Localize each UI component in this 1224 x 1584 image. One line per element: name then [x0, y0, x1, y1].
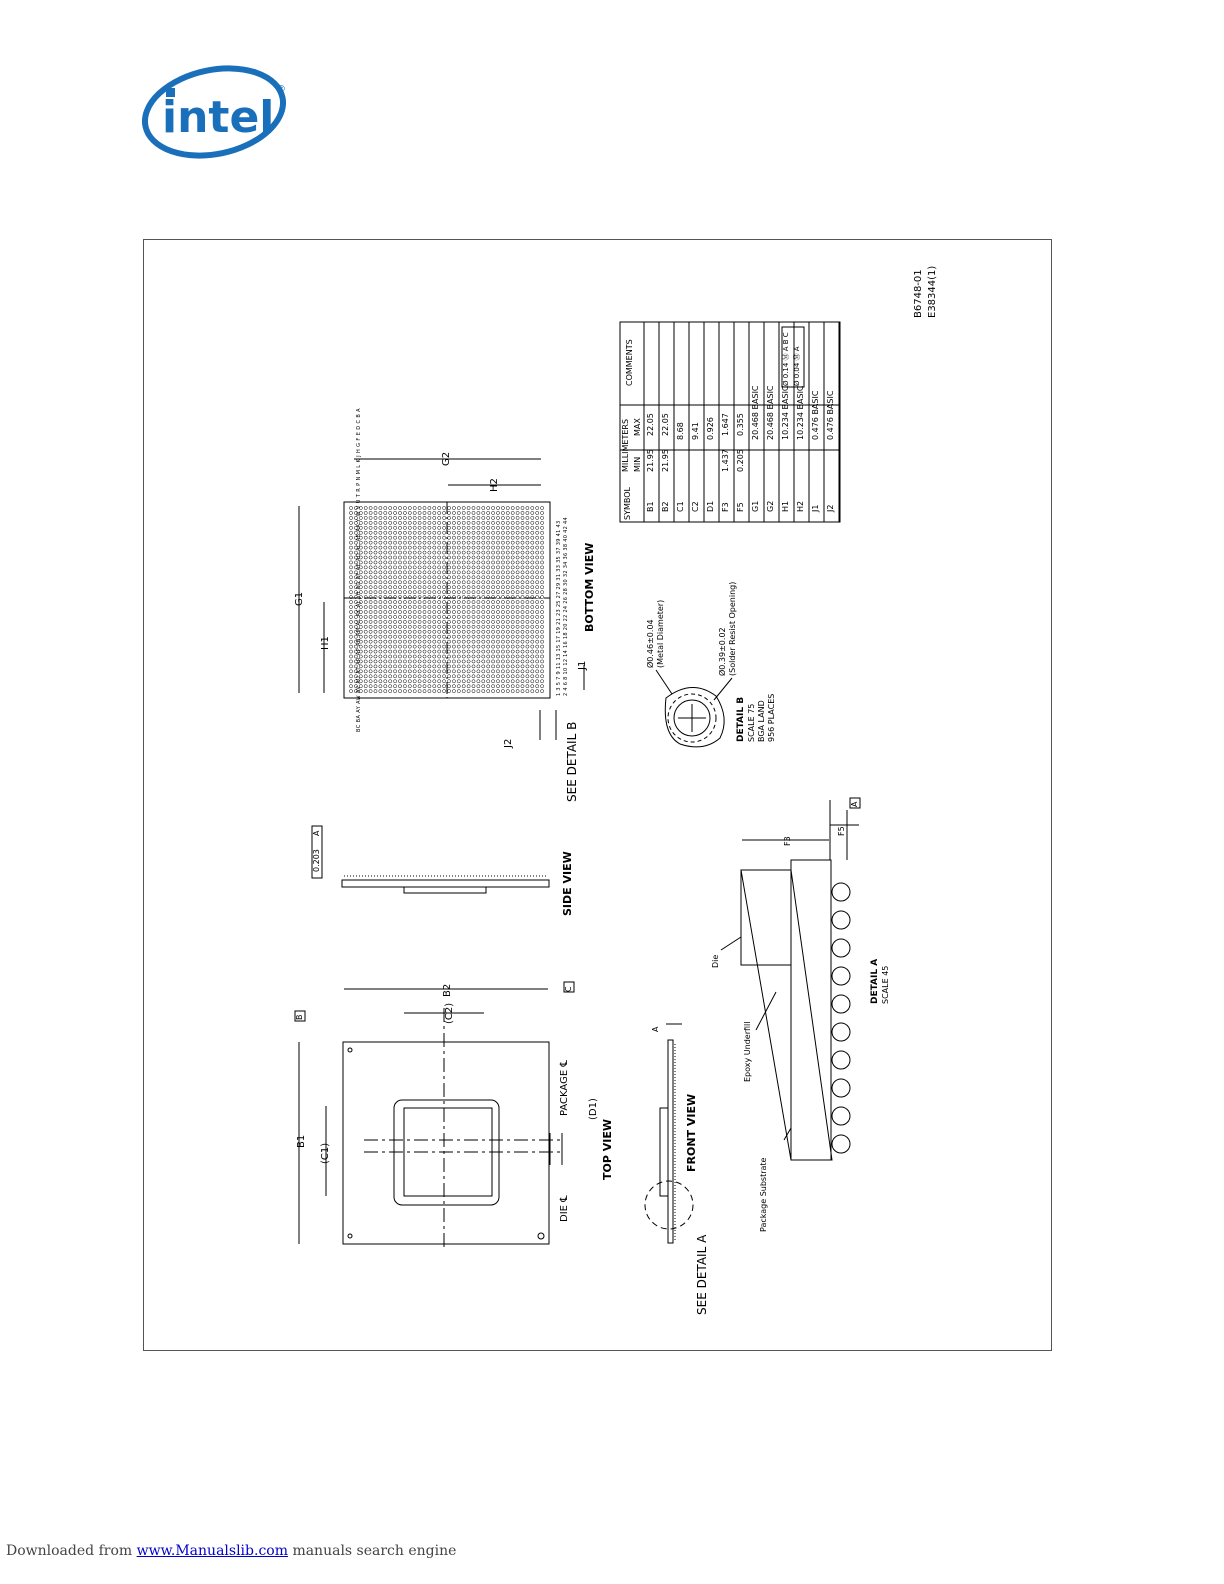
label-g2: G2: [441, 451, 452, 466]
table-symbol: G1: [751, 500, 760, 512]
table-max: 1.647: [721, 413, 730, 436]
label-g1: G1: [294, 591, 305, 606]
die-centerline: DIE ℄: [559, 1195, 570, 1222]
table-symbol: C1: [676, 501, 685, 512]
label-h2: H2: [489, 478, 500, 492]
detail-a-balls: [832, 883, 850, 1153]
th-symbol: SYMBOL: [623, 487, 632, 520]
flatness-value: 0.203: [312, 849, 321, 872]
label-f5: F5: [837, 826, 846, 836]
th-min: MIN: [633, 456, 642, 472]
detail-b-land: BGA LAND: [757, 700, 766, 742]
table-symbol: H1: [781, 500, 790, 512]
solder-ball: [832, 1107, 850, 1125]
footer-link[interactable]: www.Manualslib.com: [136, 1543, 288, 1559]
see-detail-a: SEE DETAIL A: [695, 1234, 709, 1315]
detail-a-datum: A: [850, 801, 859, 807]
footer: [6, 1543, 456, 1559]
table-symbol: B1: [646, 501, 655, 512]
detail-b-scale: SCALE 75: [747, 703, 756, 742]
table-nominal: 0.476 BASIC: [811, 390, 820, 440]
table-symbol: H2: [796, 500, 805, 512]
table-symbol: C2: [691, 501, 700, 512]
side-datum: A: [312, 830, 321, 836]
front-datum: A: [651, 1026, 660, 1032]
th-mm: MILLIMETERS: [621, 418, 630, 472]
resist-diameter: Ø0.39±0.02: [718, 627, 727, 676]
label-h1: H1: [320, 636, 331, 650]
package-drawing: [144, 240, 1051, 1350]
table-symbol: J2: [826, 504, 835, 512]
top-view: [295, 982, 574, 1248]
detail-a: [721, 798, 860, 1160]
th-comments: COMMENTS: [625, 339, 634, 386]
metal-diameter-note: (Metal Diameter): [656, 599, 665, 668]
table-min: 21.95: [661, 449, 670, 472]
table-max: 22.05: [661, 413, 670, 436]
label-j1: J1: [577, 660, 588, 670]
detail-b-places: 956 PLACES: [767, 693, 776, 742]
resist-diameter-note: (Solder Resist Opening): [728, 581, 737, 676]
table-nominal: 20.468 BASIC: [766, 385, 775, 440]
label-d1: (D1): [588, 1098, 599, 1120]
table-max: 22.05: [646, 413, 655, 436]
solder-ball: [832, 995, 850, 1013]
solder-ball: [832, 883, 850, 901]
metal-diameter: Ø0.46±0.04: [646, 619, 655, 668]
side-view-label: SIDE VIEW: [561, 851, 574, 916]
detail-b-title: DETAIL B: [736, 696, 746, 742]
drawing-frame: TOP VIEW SIDE VIEW BOTTOM VIEW FRONT VIEW SEE DETAIL A SEE DETAIL B B1 (C1) B2 (C2) (D1) PACKAGE ℄ DIE ℄ B C 0.203 A G1 H1 G2 H2 J1 J2 BC BA AY AW AV AU AT AR AP AN AM AL AK AJ AH AG AF AE AD AC AB AA Y W V U T R P N M L K J H G F E D C B A 1 3 5 7 9 11 13 15 17 19 21 23 25 27 29 31 33 35 37 39 41 43 2 4 6 8 10 12 14 16 18 20 22 24 26 28 30 32 34 36 38 40 42 44 DETAIL B SCALE 75 BGA LAND 956 PLACES Ø0.46±0.04 (Metal Diameter) Ø0.39±0.02 (Solder Resist Opening) DETAIL A SCALE 45 Die Epoxy Underfill Package Substrate F3 F5 A A SYMBOL MILLIMETERS MIN MAX COMMENTS B1 21.95 22.05 B2 21.95 22.05 C1 8.68 C2 9.41 D1 0.926 F3 1.437 1.647 F5 0.205 0.355 G1 20.468 BASIC G2 20.468 BASIC H1 10.234 BASIC H2 10.234 BASIC J1 0.476 BASIC J2 0.476 BASIC Ø 0.14 Ⓜ A B C Ø 0.04 Ⓜ A B6748-01 E38344(1): [143, 239, 1052, 1351]
footer-suffix: manuals search engine: [292, 1543, 457, 1559]
table-nominal: 9.41: [691, 422, 700, 440]
table-max: 0.355: [736, 413, 745, 436]
see-detail-b: SEE DETAIL B: [565, 721, 579, 802]
table-symbol: D1: [706, 500, 715, 512]
table-nominal: 8.68: [676, 422, 685, 440]
bottom-view-label: BOTTOM VIEW: [583, 542, 596, 632]
solder-ball: [832, 1051, 850, 1069]
table-nominal: 0.926: [706, 417, 715, 440]
table-min: 21.95: [646, 449, 655, 472]
table-symbol: J1: [811, 504, 820, 512]
footer-prefix: Downloaded from: [6, 1543, 133, 1559]
side-view: [312, 826, 549, 893]
solder-ball: [832, 1023, 850, 1041]
gdt-line1: Ø 0.14 Ⓜ A B C: [782, 332, 790, 386]
gdt-line2: Ø 0.04 Ⓜ A: [793, 346, 801, 386]
detail-a-scale: SCALE 45: [881, 965, 890, 1004]
table-nominal: 10.234 BASIC: [781, 385, 790, 440]
bottom-view: [299, 459, 584, 740]
label-b1: B1: [296, 1134, 307, 1148]
col-labels-odd: 1 3 5 7 9 11 13 15 17 19 21 23 25 27 29 31 33 35 37 39 41 43: [556, 520, 562, 696]
label-c1: (C1): [320, 1142, 331, 1164]
logo-registered: ®: [276, 84, 286, 95]
die-label: Die: [711, 954, 720, 968]
package-centerline: PACKAGE ℄: [559, 1060, 570, 1116]
table-min: 1.437: [721, 449, 730, 472]
logo-text: intel: [162, 92, 275, 143]
drawing-id-2: E38344(1): [927, 265, 938, 318]
solder-ball: [832, 1079, 850, 1097]
table-nominal: 10.234 BASIC: [796, 385, 805, 440]
label-j2: J2: [503, 738, 514, 748]
table-symbol: G2: [766, 500, 775, 512]
solder-ball: [832, 939, 850, 957]
col-labels-even: 2 4 6 8 10 12 14 16 18 20 22 24 26 28 30 32 34 36 38 40 42 44: [563, 517, 569, 696]
table-symbol: F5: [736, 502, 745, 512]
table-min: 0.205: [736, 449, 745, 472]
detail-b: [656, 670, 732, 747]
underfill-label: Epoxy Underfill: [743, 1021, 752, 1082]
drawing-id-1: B6748-01: [913, 269, 924, 318]
datum-c: C: [564, 986, 573, 992]
label-c2: (C2): [444, 1002, 455, 1024]
intel-logo: [138, 60, 298, 164]
label-b2: B2: [442, 983, 453, 997]
substrate-label: Package Substrate: [759, 1157, 768, 1232]
solder-ball: [832, 967, 850, 985]
solder-ball: [832, 911, 850, 929]
top-view-label: TOP VIEW: [601, 1119, 614, 1180]
table-symbol: F3: [721, 502, 730, 512]
th-max: MAX: [633, 418, 642, 436]
datum-b: B: [295, 1014, 304, 1020]
table-nominal: 20.468 BASIC: [751, 385, 760, 440]
detail-a-title: DETAIL A: [870, 958, 880, 1004]
solder-ball: [832, 1135, 850, 1153]
table-nominal: 0.476 BASIC: [826, 390, 835, 440]
table-symbol: B2: [661, 501, 670, 512]
label-f3: F3: [783, 836, 792, 846]
front-view-label: FRONT VIEW: [685, 1093, 698, 1172]
